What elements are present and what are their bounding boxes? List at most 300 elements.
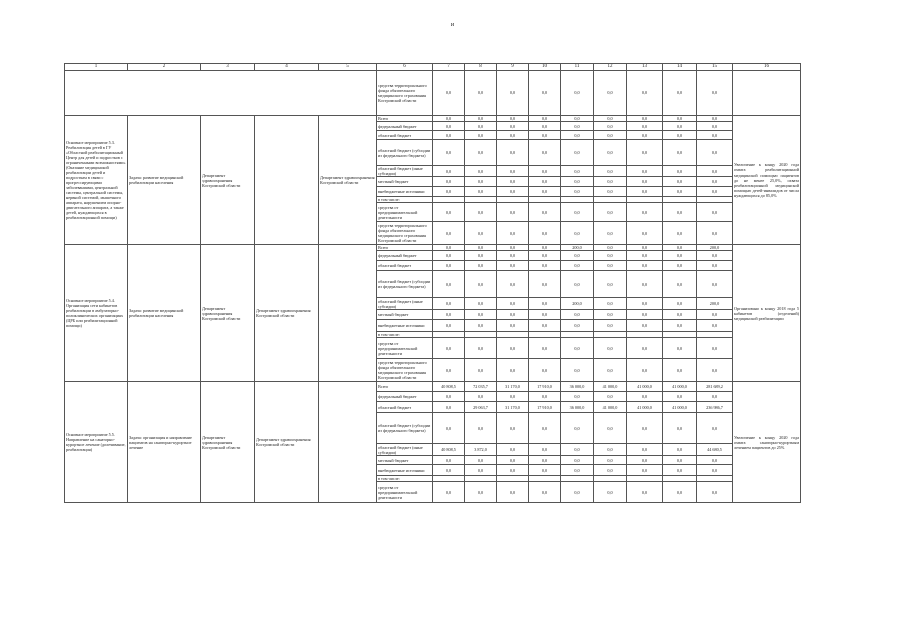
column-header: 16 bbox=[733, 64, 801, 71]
value-cell: 0,0 bbox=[497, 482, 529, 503]
funding-source: федеральный бюджет bbox=[377, 122, 433, 131]
column-header: 15 bbox=[697, 64, 733, 71]
value-cell: 0,0 bbox=[529, 338, 561, 359]
column-header: 7 bbox=[433, 64, 465, 71]
value-cell: 0,0 bbox=[497, 320, 529, 332]
value-cell: 0,0 bbox=[697, 320, 733, 332]
value-cell: 0,0 bbox=[594, 222, 627, 245]
value-cell: 0,0 bbox=[497, 465, 529, 476]
value-cell: 0,0 bbox=[529, 187, 561, 197]
value-cell: 0,0 bbox=[497, 116, 529, 122]
value-cell: 0,0 bbox=[529, 310, 561, 320]
value-cell: 0,0 bbox=[594, 131, 627, 140]
column-header: 1 bbox=[65, 64, 128, 71]
value-cell: 0,0 bbox=[594, 298, 627, 310]
value-cell: 0,0 bbox=[594, 122, 627, 131]
value-cell: 0,0 bbox=[497, 131, 529, 140]
value-cell: 0,0 bbox=[663, 187, 697, 197]
value-cell: 0,0 bbox=[465, 456, 497, 465]
value-cell: 0,0 bbox=[663, 177, 697, 187]
value-cell: 0,0 bbox=[663, 444, 697, 456]
value-cell: 0,0 bbox=[627, 320, 663, 332]
column-header: 6 bbox=[377, 64, 433, 71]
value-cell: 0,0 bbox=[497, 271, 529, 298]
column-header: 10 bbox=[529, 64, 561, 71]
value-cell: 0,0 bbox=[627, 140, 663, 166]
value-cell: 0,0 bbox=[529, 122, 561, 131]
value-cell: 0,0 bbox=[497, 456, 529, 465]
value-cell: 0,0 bbox=[627, 122, 663, 131]
funding-source: федеральный бюджет bbox=[377, 251, 433, 261]
value-cell: 200,0 bbox=[697, 298, 733, 310]
value-cell: 0,0 bbox=[627, 261, 663, 271]
value-cell: 0,0 bbox=[627, 310, 663, 320]
value-cell: 0,0 bbox=[529, 177, 561, 187]
value-cell: 0,0 bbox=[594, 251, 627, 261]
value-cell: 0,0 bbox=[465, 465, 497, 476]
value-cell: 0,0 bbox=[627, 298, 663, 310]
value-cell: 0,0 bbox=[594, 359, 627, 382]
value-cell: 0,0 bbox=[497, 122, 529, 131]
value-cell: 17 910,0 bbox=[529, 382, 561, 392]
funding-source: внебюджетные источники bbox=[377, 187, 433, 197]
funding-source: областной бюджет (иные субсидии) bbox=[377, 444, 433, 456]
column-header: 14 bbox=[663, 64, 697, 71]
value-cell: 0,0 bbox=[529, 444, 561, 456]
value-cell: 0,0 bbox=[561, 187, 594, 197]
value-cell: 0,0 bbox=[594, 245, 627, 251]
value-cell: 0,0 bbox=[627, 177, 663, 187]
row-c4: Департамент здравоохранения Костромской области bbox=[255, 382, 319, 503]
funding-source: Всего bbox=[377, 116, 433, 122]
funding-source: Всего bbox=[377, 382, 433, 392]
value-cell: 0,0 bbox=[627, 245, 663, 251]
value-cell: 0,0 bbox=[433, 310, 465, 320]
value-cell: 236 986,7 bbox=[697, 402, 733, 413]
expected-result: Увеличение к концу 2020 года охвата реабилитационной медицинской помощью пациентов до не менее 25,0%, охвата реабилитационной медицинской помощью детей-инвалидов от числа нуждающихся до 85,0% bbox=[733, 116, 801, 245]
value-cell: 0,0 bbox=[529, 166, 561, 177]
value-cell: 0,0 bbox=[465, 261, 497, 271]
column-header: 9 bbox=[497, 64, 529, 71]
value-cell: 40 808,5 bbox=[433, 444, 465, 456]
value-cell: 0,0 bbox=[433, 359, 465, 382]
value-cell: 41 000,0 bbox=[627, 382, 663, 392]
value-cell: 0,0 bbox=[627, 359, 663, 382]
funding-source: средства территориального фонда обязательного медицинского страхования Костромской области bbox=[377, 359, 433, 382]
value-cell: 0,0 bbox=[529, 413, 561, 444]
expected-result: Организовано к концу 2018 года 5 кабинетов (отделений) медицинской реабилитации bbox=[733, 245, 801, 382]
value-cell: 0,0 bbox=[433, 298, 465, 310]
value-cell: 0,0 bbox=[465, 392, 497, 402]
value-cell: 0,0 bbox=[561, 465, 594, 476]
value-cell: 0,0 bbox=[663, 271, 697, 298]
value-cell: 0,0 bbox=[529, 298, 561, 310]
value-cell: 40 808,5 bbox=[433, 382, 465, 392]
value-cell: 0,0 bbox=[529, 222, 561, 245]
value-cell: 72 035,7 bbox=[465, 382, 497, 392]
value-cell: 0,0 bbox=[497, 166, 529, 177]
value-cell: 0,0 bbox=[465, 338, 497, 359]
value-cell: 0,0 bbox=[561, 271, 594, 298]
funding-source: местный бюджет bbox=[377, 177, 433, 187]
value-cell: 0,0 bbox=[627, 131, 663, 140]
page-number: и bbox=[450, 22, 455, 28]
value-cell: 17 910,0 bbox=[529, 402, 561, 413]
value-cell: 0,0 bbox=[433, 413, 465, 444]
value-cell: 0,0 bbox=[433, 338, 465, 359]
value-cell: 0,0 bbox=[433, 71, 465, 116]
funding-source: областной бюджет bbox=[377, 261, 433, 271]
row-c5 bbox=[319, 382, 377, 503]
value-cell: 41 000,0 bbox=[663, 382, 697, 392]
value-cell: 0,0 bbox=[627, 187, 663, 197]
value-cell: 0,0 bbox=[465, 320, 497, 332]
value-cell: 0,0 bbox=[627, 444, 663, 456]
value-cell: 0,0 bbox=[465, 71, 497, 116]
value-cell: 0,0 bbox=[497, 444, 529, 456]
value-cell: 0,0 bbox=[697, 131, 733, 140]
row-c2: Задача: организация и направление пациентов на санаторно-курортное лечение bbox=[128, 382, 201, 503]
value-cell: 0,0 bbox=[433, 482, 465, 503]
value-cell: 0,0 bbox=[561, 166, 594, 177]
value-cell: 0,0 bbox=[433, 402, 465, 413]
value-cell: 0,0 bbox=[465, 222, 497, 245]
value-cell: 0,0 bbox=[663, 203, 697, 222]
value-cell: 0,0 bbox=[663, 222, 697, 245]
value-cell: 0,0 bbox=[497, 359, 529, 382]
value-cell: 0,0 bbox=[663, 320, 697, 332]
value-cell: 0,0 bbox=[663, 245, 697, 251]
value-cell: 0,0 bbox=[663, 122, 697, 131]
value-cell: 0,0 bbox=[497, 310, 529, 320]
value-cell: 0,0 bbox=[433, 177, 465, 187]
value-cell: 0,0 bbox=[433, 140, 465, 166]
value-cell: 0,0 bbox=[594, 482, 627, 503]
value-cell: 36 000,0 bbox=[561, 402, 594, 413]
value-cell: 0,0 bbox=[663, 392, 697, 402]
value-cell: 0,0 bbox=[663, 116, 697, 122]
header-row bbox=[65, 64, 801, 71]
row-c5: Департамент здравоохранения Костромской области bbox=[319, 116, 377, 245]
value-cell: 0,0 bbox=[561, 392, 594, 402]
value-cell: 0,0 bbox=[561, 338, 594, 359]
row-c4: Департамент здравоохранения Костромской области bbox=[255, 245, 319, 382]
value-cell: 0,0 bbox=[497, 222, 529, 245]
value-cell: 0,0 bbox=[594, 177, 627, 187]
value-cell: 0,0 bbox=[497, 245, 529, 251]
value-cell: 0,0 bbox=[529, 320, 561, 332]
value-cell: 0,0 bbox=[627, 251, 663, 261]
value-cell: 0,0 bbox=[433, 245, 465, 251]
column-header: 12 bbox=[594, 64, 627, 71]
row-c3: Департамент здравоохранения Костромской области bbox=[201, 116, 255, 245]
value-cell: 31 170,0 bbox=[497, 402, 529, 413]
value-cell: 0,0 bbox=[594, 338, 627, 359]
value-cell: 0,0 bbox=[663, 131, 697, 140]
value-cell: 0,0 bbox=[627, 392, 663, 402]
value-cell: 0,0 bbox=[529, 251, 561, 261]
value-cell: 0,0 bbox=[561, 320, 594, 332]
value-cell: 0,0 bbox=[465, 359, 497, 382]
value-cell: 0,0 bbox=[497, 71, 529, 116]
value-cell: 0,0 bbox=[465, 177, 497, 187]
row-c3: Департамент здравоохранения Костромской области bbox=[201, 245, 255, 382]
value-cell: 0,0 bbox=[697, 310, 733, 320]
funding-source: областной бюджет bbox=[377, 131, 433, 140]
value-cell: 0,0 bbox=[561, 71, 594, 116]
value-cell: 281 689,2 bbox=[697, 382, 733, 392]
value-cell: 0,0 bbox=[561, 177, 594, 187]
value-cell: 0,0 bbox=[529, 482, 561, 503]
column-header: 5 bbox=[319, 64, 377, 71]
funding-source: областной бюджет (субсидии из федерального бюджета) bbox=[377, 271, 433, 298]
column-header: 4 bbox=[255, 64, 319, 71]
value-cell: 0,0 bbox=[663, 359, 697, 382]
funding-source: областной бюджет (субсидии из федерального бюджета) bbox=[377, 413, 433, 444]
funding-source: средства территориального фонда обязательного медицинского страхования Костромской области bbox=[377, 71, 433, 116]
value-cell: 0,0 bbox=[697, 122, 733, 131]
value-cell: 3 872,0 bbox=[465, 444, 497, 456]
table-row bbox=[65, 382, 801, 392]
column-header: 3 bbox=[201, 64, 255, 71]
value-cell: 0,0 bbox=[465, 413, 497, 444]
value-cell: 0,0 bbox=[594, 116, 627, 122]
value-cell: 0,0 bbox=[594, 320, 627, 332]
value-cell: 0,0 bbox=[697, 456, 733, 465]
value-cell: 0,0 bbox=[663, 251, 697, 261]
funding-source: средства территориального фонда обязательного медицинского страхования Костромской области bbox=[377, 222, 433, 245]
value-cell: 0,0 bbox=[697, 222, 733, 245]
funding-source: областной бюджет bbox=[377, 402, 433, 413]
value-cell: 200,0 bbox=[561, 245, 594, 251]
value-cell: 0,0 bbox=[697, 71, 733, 116]
value-cell: 0,0 bbox=[529, 140, 561, 166]
value-cell: 0,0 bbox=[594, 187, 627, 197]
value-cell: 0,0 bbox=[697, 338, 733, 359]
value-cell: 0,0 bbox=[465, 166, 497, 177]
value-cell: 0,0 bbox=[697, 261, 733, 271]
value-cell: 0,0 bbox=[497, 413, 529, 444]
value-cell: 0,0 bbox=[561, 251, 594, 261]
value-cell: 0,0 bbox=[561, 261, 594, 271]
value-cell: 0,0 bbox=[561, 131, 594, 140]
value-cell: 41 000,0 bbox=[663, 402, 697, 413]
funding-source: средства от предпринимательской деятельности bbox=[377, 482, 433, 503]
value-cell: 0,0 bbox=[697, 187, 733, 197]
funding-source: средства от предпринимательской деятельности bbox=[377, 338, 433, 359]
value-cell: 0,0 bbox=[697, 392, 733, 402]
value-cell: 0,0 bbox=[627, 271, 663, 298]
funding-source: областной бюджет (иные субсидии) bbox=[377, 298, 433, 310]
value-cell: 0,0 bbox=[697, 116, 733, 122]
funding-source: средства от предпринимательской деятельности bbox=[377, 203, 433, 222]
value-cell: 0,0 bbox=[497, 392, 529, 402]
value-cell: 0,0 bbox=[627, 116, 663, 122]
value-cell: 0,0 bbox=[663, 413, 697, 444]
value-cell: 0,0 bbox=[697, 465, 733, 476]
funding-source: в том числе: bbox=[377, 476, 433, 482]
value-cell: 0,0 bbox=[529, 271, 561, 298]
value-cell: 0,0 bbox=[465, 310, 497, 320]
value-cell: 0,0 bbox=[663, 140, 697, 166]
value-cell: 0,0 bbox=[497, 251, 529, 261]
value-cell: 0,0 bbox=[697, 359, 733, 382]
funding-source: областной бюджет (субсидии из федерального бюджета) bbox=[377, 140, 433, 166]
value-cell: 0,0 bbox=[433, 456, 465, 465]
value-cell: 0,0 bbox=[697, 271, 733, 298]
value-cell: 0,0 bbox=[594, 71, 627, 116]
value-cell: 0,0 bbox=[594, 465, 627, 476]
row-c1: Основное мероприятие 5.3. Реабилитация детей в ГУ «Областной реабилитационный Центр для детей и подростков с ограниченными возможностями» (Оказание медицинской реабилитации детей и подросткам в связи с прогрессирующими заболеваниями, центральной системы, центральной системы, нервной системой, мышечного аппарата, нарушением опорно-двигательного аппарата, а также детей, нуждающихся в реабилитационной помощи) bbox=[65, 116, 128, 245]
funding-source: федеральный бюджет bbox=[377, 392, 433, 402]
value-cell: 0,0 bbox=[465, 140, 497, 166]
value-cell: 0,0 bbox=[465, 203, 497, 222]
value-cell: 0,0 bbox=[594, 140, 627, 166]
value-cell: 0,0 bbox=[561, 482, 594, 503]
value-cell: 0,0 bbox=[497, 203, 529, 222]
column-header: 13 bbox=[627, 64, 663, 71]
value-cell: 0,0 bbox=[433, 392, 465, 402]
value-cell: 0,0 bbox=[663, 261, 697, 271]
column-header: 8 bbox=[465, 64, 497, 71]
value-cell: 0,0 bbox=[594, 203, 627, 222]
funding-source: в том числе: bbox=[377, 197, 433, 203]
value-cell: 0,0 bbox=[465, 116, 497, 122]
value-cell: 0,0 bbox=[627, 413, 663, 444]
row-c2: Задача: развитие медицинской реабилитации населения bbox=[128, 116, 201, 245]
funding-source: внебюджетные источники bbox=[377, 465, 433, 476]
value-cell: 0,0 bbox=[529, 261, 561, 271]
value-cell: 0,0 bbox=[561, 413, 594, 444]
value-cell: 0,0 bbox=[697, 413, 733, 444]
value-cell: 0,0 bbox=[627, 71, 663, 116]
value-cell: 0,0 bbox=[697, 177, 733, 187]
value-cell: 29 063,7 bbox=[465, 402, 497, 413]
funding-source: Всего bbox=[377, 245, 433, 251]
value-cell: 41 000,0 bbox=[594, 402, 627, 413]
row-c4 bbox=[255, 116, 319, 245]
value-cell: 0,0 bbox=[594, 456, 627, 465]
value-cell: 0,0 bbox=[594, 392, 627, 402]
value-cell: 0,0 bbox=[433, 320, 465, 332]
value-cell: 0,0 bbox=[663, 456, 697, 465]
value-cell: 0,0 bbox=[433, 122, 465, 131]
column-header: 2 bbox=[128, 64, 201, 71]
value-cell: 0,0 bbox=[594, 444, 627, 456]
value-cell: 0,0 bbox=[465, 122, 497, 131]
value-cell: 0,0 bbox=[663, 298, 697, 310]
row-c3: Департамент здравоохранения Костромской области bbox=[201, 382, 255, 503]
value-cell: 0,0 bbox=[465, 251, 497, 261]
value-cell: 0,0 bbox=[561, 122, 594, 131]
value-cell: 0,0 bbox=[529, 245, 561, 251]
value-cell: 0,0 bbox=[433, 166, 465, 177]
value-cell: 0,0 bbox=[497, 261, 529, 271]
value-cell: 0,0 bbox=[697, 482, 733, 503]
value-cell: 0,0 bbox=[697, 203, 733, 222]
value-cell: 0,0 bbox=[594, 166, 627, 177]
value-cell: 0,0 bbox=[529, 392, 561, 402]
expected-result: Увеличение к концу 2020 года охвата санаторно-курортным лечением пациентов до 25% bbox=[733, 382, 801, 503]
value-cell: 0,0 bbox=[529, 116, 561, 122]
value-cell: 200,0 bbox=[697, 245, 733, 251]
value-cell: 0,0 bbox=[433, 131, 465, 140]
value-cell: 0,0 bbox=[529, 359, 561, 382]
row-c1: Основное мероприятие 5.5. Направление на санаторно-курортное лечение (долечивание, реабилитация) bbox=[65, 382, 128, 503]
value-cell: 0,0 bbox=[561, 116, 594, 122]
value-cell: 0,0 bbox=[529, 456, 561, 465]
value-cell: 0,0 bbox=[433, 465, 465, 476]
funding-source: местный бюджет bbox=[377, 310, 433, 320]
value-cell: 0,0 bbox=[433, 251, 465, 261]
value-cell: 0,0 bbox=[465, 187, 497, 197]
value-cell: 0,0 bbox=[433, 116, 465, 122]
value-cell: 0,0 bbox=[561, 310, 594, 320]
value-cell: 0,0 bbox=[561, 456, 594, 465]
value-cell: 0,0 bbox=[663, 338, 697, 359]
value-cell: 0,0 bbox=[627, 456, 663, 465]
row-c1: Основное мероприятие 5.4. Организация сети кабинетов реабилитации в амбулаторно-поликлинических организациях (ЦРБ или реабилитационной помощи) bbox=[65, 245, 128, 382]
value-cell: 36 000,0 bbox=[561, 382, 594, 392]
value-cell: 0,0 bbox=[663, 166, 697, 177]
funding-source: внебюджетные источники bbox=[377, 320, 433, 332]
empty-cell bbox=[733, 71, 801, 116]
value-cell: 0,0 bbox=[497, 338, 529, 359]
funding-source: местный бюджет bbox=[377, 456, 433, 465]
value-cell: 0,0 bbox=[561, 359, 594, 382]
value-cell: 0,0 bbox=[433, 187, 465, 197]
value-cell: 0,0 bbox=[465, 482, 497, 503]
funding-source: в том числе: bbox=[377, 332, 433, 338]
value-cell: 0,0 bbox=[465, 131, 497, 140]
value-cell: 0,0 bbox=[433, 203, 465, 222]
value-cell: 0,0 bbox=[433, 261, 465, 271]
funding-source: областной бюджет (иные субсидии) bbox=[377, 166, 433, 177]
value-cell: 0,0 bbox=[529, 71, 561, 116]
value-cell: 0,0 bbox=[627, 222, 663, 245]
value-cell: 31 170,0 bbox=[497, 382, 529, 392]
value-cell: 0,0 bbox=[627, 166, 663, 177]
value-cell: 0,0 bbox=[465, 298, 497, 310]
value-cell: 0,0 bbox=[627, 338, 663, 359]
value-cell: 0,0 bbox=[433, 271, 465, 298]
table-row bbox=[65, 71, 801, 116]
value-cell: 0,0 bbox=[497, 187, 529, 197]
value-cell: 0,0 bbox=[561, 222, 594, 245]
column-header: 11 bbox=[561, 64, 594, 71]
empty-cell bbox=[65, 71, 377, 116]
value-cell: 0,0 bbox=[561, 203, 594, 222]
value-cell: 0,0 bbox=[497, 140, 529, 166]
value-cell: 41 000,0 bbox=[594, 382, 627, 392]
value-cell: 0,0 bbox=[529, 465, 561, 476]
value-cell: 0,0 bbox=[697, 140, 733, 166]
value-cell: 0,0 bbox=[697, 251, 733, 261]
value-cell: 0,0 bbox=[529, 203, 561, 222]
value-cell: 0,0 bbox=[465, 245, 497, 251]
value-cell: 0,0 bbox=[627, 465, 663, 476]
value-cell: 0,0 bbox=[594, 310, 627, 320]
row-c5 bbox=[319, 245, 377, 382]
value-cell: 0,0 bbox=[594, 413, 627, 444]
value-cell: 0,0 bbox=[561, 444, 594, 456]
value-cell: 0,0 bbox=[697, 166, 733, 177]
value-cell: 0,0 bbox=[433, 222, 465, 245]
value-cell: 0,0 bbox=[663, 310, 697, 320]
value-cell: 200,0 bbox=[561, 298, 594, 310]
budget-table bbox=[64, 63, 801, 503]
value-cell: 0,0 bbox=[465, 271, 497, 298]
